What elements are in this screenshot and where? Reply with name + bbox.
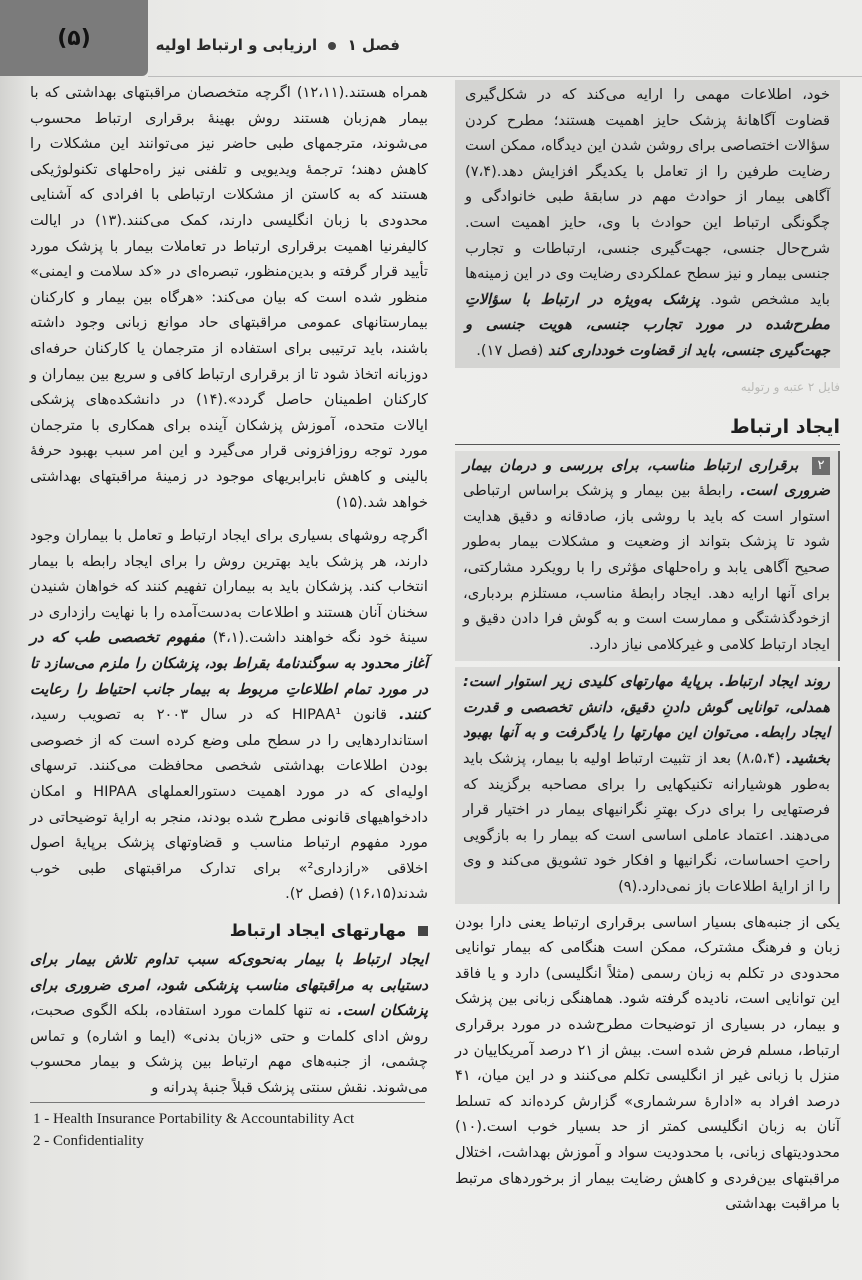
running-head-chapter: فصل ۱ xyxy=(347,36,400,54)
confidentiality-hipaa: قانون HIPAA¹ که در سال ۲۰۰۳ به تصویب رسید، استانداردهایی را در سطح ملی وضع کرده است که از خصوصی بودن اطلاعات بهداشتی شخصی محافظت می‌کنند. ترسهای اولیه‌ای که در مورد اهمیت دستورالعملهای HIPAA و امکان دادخواهیهای قانونی مطرح شده بودند، منجر به ارایهٔ توضیحاتی در مورد مفهوم ارتباط مناسب و قضاوتهای پزشک برپایهٔ اصول اخلاقی «رازداری²» برای تدارک مراقبتهای طبی خوب شدند(۱۶،۱۵) (فصل ۲). xyxy=(30,706,428,903)
paragraph-skills xyxy=(30,947,428,1101)
header-rule xyxy=(148,76,862,77)
bullet-dot-icon xyxy=(328,42,336,50)
footnote-1: 1 - Health Insurance Portability & Accountability Act xyxy=(33,1111,355,1127)
footnote-rule xyxy=(30,1102,425,1103)
show-through-text: فایل ۲ عتبه و رتولیه xyxy=(740,379,840,394)
footnotes xyxy=(33,1108,428,1152)
skills-text: نه تنها کلمات مورد استفاده، بلکه الگوی صحبت، روش ادای کلمات و حتی «زبان بدنی» (ایما و اشاره) و تماس چشمی، از جنبه‌های مهم ارتباط بین پزشک و بیمار محسوب می‌شوند. نقش سنتی پزشک قبلاً جنبهٔ پدرانه و xyxy=(30,1002,428,1096)
right-column xyxy=(455,80,840,1225)
confidentiality-emphasis: مفهوم تخصصی طب که در آغاز محدود به سوگندنامهٔ بقراط بود، پزشکان را ملزم می‌سازد تا در مورد تمام اطلاعاتِ مربوط به بیمار جانب احتیاط را رعایت کنند. xyxy=(30,629,428,724)
confidentiality-text: اگرچه روشهای بسیاری برای ایجاد ارتباط و تعامل با بیماران وجود دارند، هر پزشک باید بهترین روش را برای ایجاد رابطه با بیمار انتخاب کند. پزشکان باید به بیماران تفهیم کنند که خواهان شنیدن سخنان آنان هستند و اطلاعات به‌دست‌آمده را با نهایت رازداری در سینهٔ خود نگه خواهند داشت.(۴،۱) xyxy=(30,527,429,647)
paragraph-interpreters: همراه هستند.(۱۲،۱۱) اگرچه متخصصان مراقبتهای بهداشتی که با بیمار هم‌زبان هستند روش بهینهٔ برقراری ارتباط محسوب می‌شوند، مترجمهای طبی حاضر نیز می‌توانند این مشکلات را کاهش دهند؛ ترجمهٔ ویدیویی و تلفنی نیز راه‌حلهای تکنولوژیکی هستند که به کاستن از مشکلات ارتباطی با افرادی که آشنایی محدودی با زبان انگلیسی دارند، کمک می‌کنند.(۱۳) در ایالت کالیفرنیا اهمیت برقراری ارتباط در تعاملات بیمار با پزشک مورد تأیید قرار گرفته و بدین‌منظور، تبصره‌ای در «کد سلامت و ایمنی» منظور شده است که بیان می‌کند: «هرگاه بین بیمار و کارکنان بیمارستانهای عمومی مراقبتهای حاد موانع زبانی وجود داشته باشند، باید ترتیبی برای استفاده از مترجمان یا کارکنان حرفه‌ای دوزبانه اتخاذ شود تا از برقراری ارتباط کافی و سریع بین بیماران و کارکنان اطمینان حاصل گردد».(۱۴) در دانشکده‌های پزشکی ایالات متحده، آموزش پزشکان آینده برای همکاری با مترجمان مورد توجه روزافزونی قرار می‌گیرد و این امر سبب بهبود حرفهٔ بالینی و کاهش نابرابریهای موجود در زمینهٔ مراقبتهای بهداشتی خواهد شد.(۱۵) xyxy=(30,84,428,511)
section-heading-rapport: ایجاد ارتباط xyxy=(455,412,840,445)
subsection-heading-text: مهارتهای ایجاد ارتباط xyxy=(229,921,407,940)
running-head xyxy=(155,36,400,66)
page-number: (۵) xyxy=(57,25,91,51)
key-point-text: رابطهٔ بین بیمار و پزشک براساس ارتباطی استوار است که باید با روشی باز، صادقانه و دقیق هدایت شود تا پزشک بتواند از وضعیت و مشکلات بیمار به‌طور صحیح آگاهی یابد و راه‌حلهای مؤثری را با رویکرد مشارکتی، برای آنها ارایه دهد. ایجاد رابطهٔ مناسب، مستلزم بردباری، ازخودگذشتگی و ممارست است و به گوش فرا دادن دقیق و ایجاد ارتباط کلامی و غیرکلامی نیاز دارد. xyxy=(463,482,830,653)
key-point-emphasis: برقراری ارتباط مناسب، برای بررسی و درمان بیمار ضروری است. xyxy=(463,456,830,500)
subsection-heading xyxy=(30,917,428,945)
box-text: خود، اطلاعات مهمی را ارایه می‌کند که در شکل‌گیری قضاوت آگاهانهٔ پزشک حایز اهمیت هستند؛ مطرح کردن سؤالات اختصاصی برای روشن شدن این دیدگاه، ممکن است رضایت طرفین را از تعامل با یکدیگر افزایش دهد.(۷،۴) آگاهی بیمار از حوادث مهم در سابقهٔ طبی خانوادگی و چگونگی ارتباط این حوادث با وی، حایز اهمیت است. شرح‌حال جنسی، جهت‌گیری جنسی، ارتباطات و تجارب جنسی بیمار و نیز سطح عملکردی رضایت وی در این زمینه‌ها باید مشخص شود. xyxy=(465,86,830,308)
process-text: (۸،۵،۴) بعد از تثبیت ارتباط اولیه با بیمار، پزشک باید به‌طور هوشیارانه تکنیکهایی را برای مصاحبه برگزیند که فرصتهایی را برای درک بهترِ نگرانیهای بیمار در اختیار قرار می‌دهند. اعتماد عاملی اساسی است که بیمار را به بازگویی راحتِ احساسات، نگرانیها و افکار خود تشویق می‌کند و وی را از ارایهٔ اطلاعات باز نمی‌دارد.(۹) xyxy=(463,750,830,896)
left-column xyxy=(30,80,428,1109)
footnote-2: 2 - Confidentiality xyxy=(33,1133,144,1149)
paragraph-confidentiality xyxy=(30,523,428,907)
paragraph-language: یکی از جنبه‌های بسیار اساسی برقراری ارتباط یعنی دارا بودن زبان و فرهنگ مشترک، ممکن است هنگامی که بیمار توانایی محدودی در تکلم به زبان رسمی (مثلاً انگلیسی) دارد و یا فاقد این توانایی است، نادیده گرفته شود. هماهنگی زبانی بین پزشک و بیمار، در بسیاری از توضیحات مطرح‌شده در مورد برقراری ارتباط، مسلم فرض شده است. بیش از ۲۱ درصد آمریکاییان در منزل با زبانی غیر از انگلیسی تکلم می‌کنند و در این میان، ۴۱ درصد افراد به «ادارهٔ سرشماری» گزارش کرده‌اند که تسلط آنان به زبان انگلیسی کمتر از حد بسیار خوب است.(۱۰) محدودیتهای زبانی، با محدودیت سواد و آموزش بهداشت، اختلال مراقبتهای بین‌فردی و کاهش رضایت بیمار از برخوردهای مرتبط با مراقبت بهداشتی xyxy=(455,913,840,1213)
key-point-box xyxy=(455,451,840,662)
shaded-continuation-box xyxy=(455,80,840,368)
skills-emphasis: ایجاد ارتباط با بیمار به‌نحوی‌که سبب تداوم تلاش بیمار برای دستیابی به مراقبتهای مناسب پزشکی شود، امری ضروری برای پزشکان است. xyxy=(30,951,428,1020)
page-fold-shadow xyxy=(0,0,30,1280)
running-head-title: ارزیابی و ارتباط اولیه xyxy=(155,36,318,54)
process-box xyxy=(455,667,840,903)
process-emphasis: روند ایجاد ارتباط. برپایهٔ مهارتهای کلیدی زیر استوار است: همدلی، توانایی گوش دادنِ دقیق، دانش تخصصی و قدرت ایجاد رابطه. می‌توان این مهارتها را یادگرفت و به آنها بهبود بخشید. xyxy=(463,673,831,768)
key-point-marker: ۲ xyxy=(812,457,830,475)
square-bullet-icon xyxy=(418,926,428,936)
box-emphasis: پزشک به‌ویژه در ارتباط با سؤالاتِ مطرح‌شده در مورد تجارب جنسی، هویت جنسی و جهت‌گیری جنسی، باید از قضاوت خودداری کند xyxy=(465,290,830,359)
box-chapter-ref: (فصل ۱۷). xyxy=(476,341,544,359)
page-number-tab xyxy=(0,0,148,76)
